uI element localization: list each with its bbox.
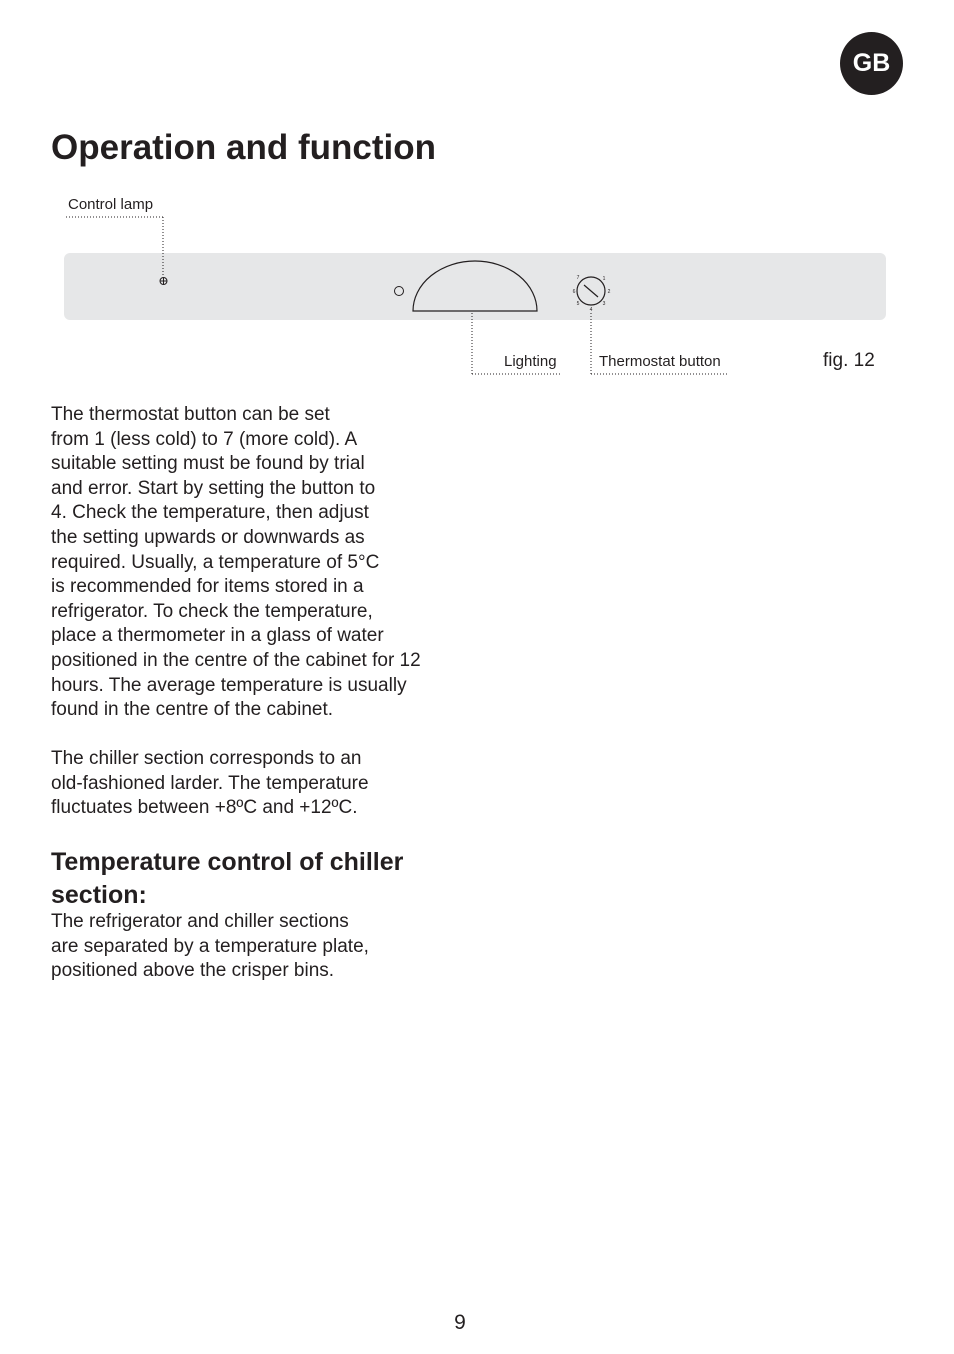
- dial-number: 1: [602, 276, 606, 282]
- dial-number: 3: [602, 301, 606, 307]
- dial-number: 5: [576, 301, 580, 307]
- section-paragraph: The refrigerator and chiller sections are separated by a temperature plate, positioned above the crisper bins.: [51, 911, 369, 982]
- language-badge: GB: [840, 32, 903, 95]
- section-heading: Temperature control of chiller section:: [51, 848, 404, 909]
- figure-caption: fig. 12: [823, 350, 875, 371]
- dial-number: 7: [576, 275, 580, 281]
- dial-number: 6: [572, 289, 576, 295]
- thermostat-paragraph: The thermostat button can be set from 1 (less cold) to 7 (more cold). A suitable setting must be found by trial and error. Start by setting the button to 4. Check the temperature, then adjust the setting upwards or downwards as required. Usually, a temperature of 5°C is recommended for items stored in a refrigerator. To check the temperature, place a thermometer in a glass of water positioned in the centre of the cabinet for 12 hours. The average temperature is usually found in the centre of the cabinet.: [51, 404, 421, 721]
- dial-number: 4: [589, 307, 593, 313]
- control-lamp-icon: [160, 278, 167, 285]
- dial-number: 2: [607, 289, 611, 295]
- page-number: 9: [454, 1311, 466, 1334]
- thermostat-button-label: Thermostat button: [599, 353, 721, 370]
- control-lamp-label: Control lamp: [68, 196, 154, 213]
- page-title: Operation and function: [51, 128, 436, 167]
- chiller-paragraph: The chiller section corresponds to an old-fashioned larder. The temperature fluctuates between +8ºC and +12ºC.: [51, 748, 369, 819]
- control-panel: [64, 253, 886, 320]
- lighting-label: Lighting: [504, 353, 557, 370]
